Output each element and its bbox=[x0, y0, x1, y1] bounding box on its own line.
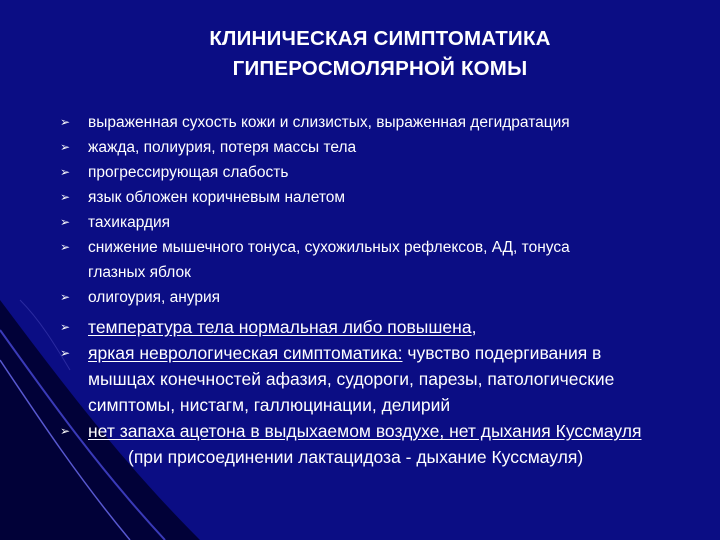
list-item-text: , bbox=[471, 317, 477, 337]
arrow-bullet-icon: ➢ bbox=[60, 165, 71, 179]
arrow-bullet-icon: ➢ bbox=[60, 424, 71, 438]
list-item-text: прогрессирующая слабость bbox=[88, 164, 289, 181]
list-item bbox=[60, 185, 660, 210]
list-item bbox=[60, 210, 660, 235]
list-item bbox=[60, 110, 660, 135]
list-item-text: тахикардия bbox=[88, 214, 171, 231]
list-item-text: (при присоединении лактацидоза - дыхание Куссмауля) bbox=[128, 447, 584, 467]
list-item-underlined-text: температура тела нормальная либо повышена bbox=[88, 317, 472, 337]
list-item bbox=[60, 418, 658, 470]
list-item-text: снижение мышечного тонуса, сухожильных рефлексов, АД, тонуса глазных яблок bbox=[88, 239, 570, 281]
list-item bbox=[60, 235, 588, 285]
list-item-text: чувство подергивания в мышцах конечностей афазия, судороги, парезы, патологические симптомы, нистагм, галлюцинации, делирий bbox=[88, 343, 615, 415]
list-item-text: выраженная сухость кожи и слизистых, выраженная дегидратация bbox=[88, 114, 570, 131]
slide-title bbox=[150, 24, 610, 84]
list-item bbox=[60, 135, 660, 160]
arrow-bullet-icon: ➢ bbox=[60, 190, 71, 204]
arrow-bullet-icon: ➢ bbox=[60, 215, 71, 229]
symptom-list bbox=[60, 110, 660, 470]
arrow-bullet-icon: ➢ bbox=[60, 346, 71, 360]
arrow-bullet-icon: ➢ bbox=[60, 290, 71, 304]
arrow-bullet-icon: ➢ bbox=[60, 240, 71, 254]
title-line-2: ГИПЕРОСМОЛЯРНОЙ КОМЫ bbox=[232, 57, 528, 80]
list-item-text: язык обложен коричневым налетом bbox=[88, 189, 346, 206]
arrow-bullet-icon: ➢ bbox=[60, 115, 71, 129]
list-item-underlined-text: нет запаха ацетона в выдыхаемом воздухе, нет дыхания Куссмауля bbox=[88, 421, 642, 441]
title-line-1: КЛИНИЧЕСКАЯ СИМПТОМАТИКА bbox=[209, 27, 551, 50]
list-item bbox=[60, 160, 660, 185]
arrow-bullet-icon: ➢ bbox=[60, 320, 71, 334]
list-item-text: жажда, полиурия, потеря массы тела bbox=[88, 139, 357, 156]
arrow-bullet-icon: ➢ bbox=[60, 140, 71, 154]
list-item-underlined-text: яркая неврологическая симптоматика: bbox=[88, 343, 403, 363]
list-item bbox=[60, 340, 648, 418]
list-item-text: олигоурия, анурия bbox=[88, 289, 221, 306]
list-item bbox=[60, 314, 660, 340]
list-item bbox=[60, 285, 660, 310]
